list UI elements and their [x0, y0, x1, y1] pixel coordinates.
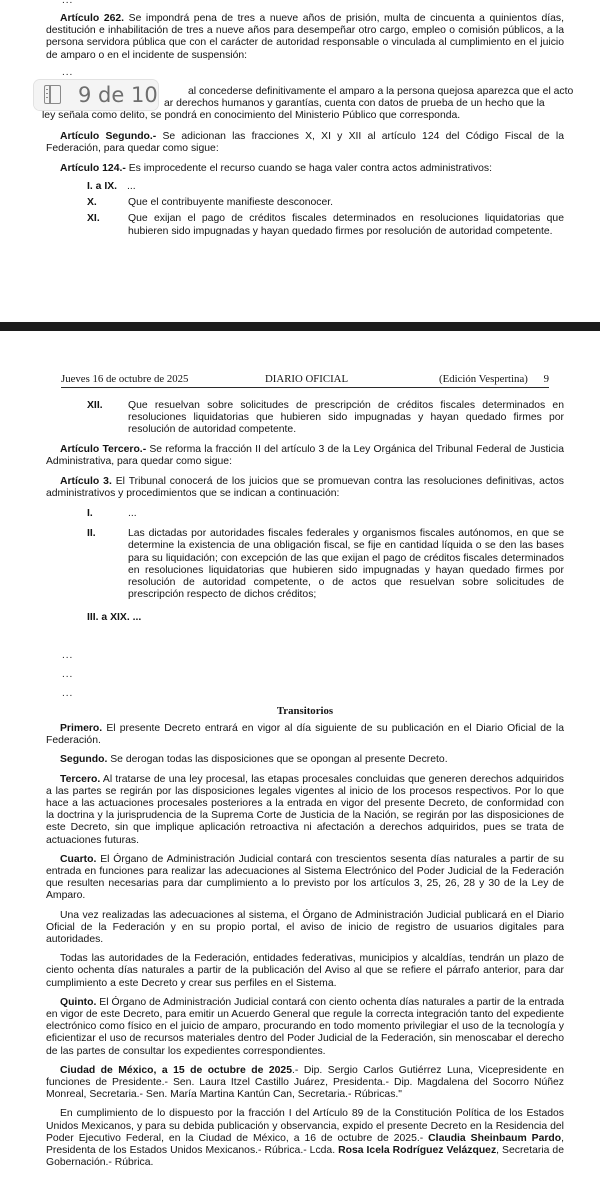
page-header [61, 373, 549, 387]
header-page-number: 9 [543, 373, 549, 385]
ellipsis-top: ... [62, 0, 74, 6]
item-xii: XII. Que resuelvan sobre solicitudes de prescripción de créditos fiscales determinados en resoluciones liquidatorias que hubieren sido impugnadas y hayan quedado firmes por resolución de autoridad competente. [87, 400, 564, 436]
transitorio-primero: Primero. El presente Decreto entrará en vigor al día siguiente de su publicación en el Diario Oficial de la Federación. [46, 723, 564, 747]
page-separator [0, 322, 600, 331]
article-segundo-text: Se adicionan las fracciones X, XI y XII al artículo 124 del Código Fiscal de la Federación, para quedar como sigue: [46, 131, 564, 155]
header-edition: (Edición Vespertina) [439, 373, 528, 385]
header-date: Jueves 16 de octubre de 2025 [61, 373, 189, 385]
transitorios-title: Transitorios [276, 705, 334, 717]
ellipsis: ... [62, 669, 74, 680]
list-item: I. ... [87, 508, 137, 519]
page-indicator[interactable] [34, 80, 158, 110]
article-262-heading: Artículo 262. [60, 13, 125, 24]
promulgation-block: En cumplimiento de lo dispuesto por la fracción I del Artículo 89 de la Constitución Política de los Estados Unidos Mexicanos, y para su debida publicación y observancia, expido el presente Decreto en la Residencia del Poder Ejecutivo Federal, en la Ciudad de México, a 16 de octubre de 2025.- Claudia Sheinbaum Pardo, Presidenta de los Estados Unidos Mexicanos.- Rúbrica.- Lcda. Rosa Icela Rodríguez Velázquez, Secretaria de Gobernación.- Rúbrica. [46, 1108, 564, 1169]
article-3-item-iii: III. a XIX. ... [87, 612, 142, 623]
article-124-heading: Artículo 124.- [60, 163, 126, 174]
article-3-text: El Tribunal conocerá de los juicios que se promuevan contra las resoluciones definitivas, actos administrativos y procedimientos que se indican a continuación: [46, 476, 565, 500]
list-item: X. Que el contribuyente manifieste desconocer. [87, 197, 334, 209]
article-tercero-text: Se reforma la fracción II del artículo 3 de la Ley Orgánica del Tribunal Federal de Justicia Administrativa, para quedar como sigue: [46, 444, 564, 468]
article-segundo-heading: Artículo Segundo.- [60, 131, 157, 142]
transitorio-tercero: Tercero. Al tratarse de una ley procesal, las etapas procesales concluidas que generen derechos adquiridos a las partes se regirán por las disposiciones legales vigentes al inicio de los procesos respectivos. Por lo que hace a las actuaciones procesales posteriores a la entrada en vigor del presente Decreto, de conformidad con la doctrina y la jurisprudencia de la Suprema Corte de Justicia de la Nación, se regirán por las disposiciones de este Decreto, sin que implique aplicación retroactiva ni afectación a derechos adquiridos, pues se trata de actuaciones futuras. [46, 773, 564, 846]
article-tercero [46, 444, 564, 468]
article-tercero-heading: Artículo Tercero.- [60, 444, 147, 455]
article-124 [46, 163, 564, 175]
fragment-line-1: al concederse definitivamente el amparo a la persona quejosa aparezca que el acto [188, 86, 574, 97]
signatory-president: Claudia Sheinbaum Pardo [428, 1132, 562, 1144]
article-segundo [46, 131, 564, 155]
list-item: XI. Que exijan el pago de créditos fiscales determinados en resoluciones liquidatorias que hubieren sido impugnadas y hayan quedado firmes por resolución de autoridad competente. [87, 213, 564, 237]
transitorios-list [46, 723, 564, 1170]
ellipsis: ... [62, 650, 74, 661]
page-9 [0, 331, 600, 1200]
previous-page-fragment [0, 0, 600, 322]
article-3 [46, 476, 564, 500]
fragment-line-3: ley señala como delito, se pondrá en conocimiento del Ministerio Público que corresponda. [42, 110, 461, 122]
list-item: II. Las dictadas por autoridades fiscales federales y organismos fiscales autónomos, en que se determine la existencia de una obligación fiscal, se fije en cantidad líquida o se den las bases para su liquidación; con excepción de las que exijan el pago de créditos fiscales determinados en resoluciones liquidatorias que hubieren sido impugnadas y hayan quedado firmes por resolución de autoridad competente, o de actos que resuelvan sobre solicitudes de prescripción respecto de dichos créditos; [87, 528, 564, 601]
page-indicator-label: 9 de 10 [78, 83, 158, 107]
transitorio-cuarto-paragraph-3: Todas las autoridades de la Federación, entidades federativas, municipios y alcaldías, tendrán un plazo de ciento ochenta días naturales a partir de la publicación del Aviso al que se refiere el párrafo anterior, para dar cumplimiento a este Decreto y crear sus perfiles en el Sistema. [46, 953, 564, 989]
transitorio-cuarto: Cuarto. El Órgano de Administración Judicial contará con trescientos sesenta días naturales a partir de su entrada en funciones para realizar las adecuaciones al Sistema Electrónico del Poder Judicial de la Federación que resulten necesarias para dar cumplimiento a lo previsto por los artículos 3, 25, 26, 28 y 30 de la Ley de Amparo. [46, 853, 564, 902]
article-3-heading: Artículo 3. [60, 476, 112, 487]
article-3-items [87, 508, 564, 601]
signing-block: Ciudad de México, a 15 de octubre de 2025.- Dip. Sergio Carlos Gutiérrez Luna, Vicepresidente en funciones de Presidente.- Sen. Laura Itzel Castillo Juárez, Presidenta.- Dip. Magdalena del Socorro Núñez Monreal, Secretaria.- Sen. María Martina Kantún Can, Secretaria.- Rúbricas." [46, 1064, 564, 1101]
transitorio-quinto: Quinto. El Órgano de Administración Judicial contará con ciento ochenta días naturales a partir de la entrada en vigor de este Decreto, para emitir un Acuerdo General que regule la correcta integración tanto del expediente electrónico como físico en el juicio de amparo, procurando en todo momento privilegiar el uso de la tecnología y eficientizar el uso de recursos materiales dentro del Poder Judicial de la Federación, sin menoscabar el derecho de las partes de consultar los expedientes correspondientes. [46, 996, 564, 1057]
article-262 [46, 13, 564, 62]
transitorio-segundo: Segundo. Se derogan todas las disposiciones que se opongan al presente Decreto. [60, 754, 448, 766]
header-journal: DIARIO OFICIAL [265, 373, 349, 385]
article-124-items [87, 181, 564, 238]
signatory-secretary: Rosa Icela Rodríguez Velázquez [338, 1145, 497, 1157]
header-rule [61, 387, 549, 388]
article-262-text: Se impondrá pena de tres a nueve años de prisión, multa de cincuenta a quinientos días, destitución e inhabilitación de tres a nueve años para desempeñar otro cargo, empleo o comisión públicos, a la persona servidora pública que con el carácter de autoridad responsable o vinculada al cumplimiento en el juicio de amparo o en el incidente de suspensión: [46, 13, 564, 61]
document-pages-icon [44, 85, 61, 104]
ellipsis-article-262: ... [62, 67, 74, 78]
list-item: I. a IX. ... [87, 181, 136, 192]
article-124-text: Es improcedente el recurso cuando se haga valer contra actos administrativos: [125, 163, 492, 174]
ellipsis: ... [62, 688, 74, 699]
transitorio-cuarto-paragraph-2: Una vez realizadas las adecuaciones al sistema, el Órgano de Administración Judicial publicará en el Diario Oficial de la Federación y en su propio portal, el aviso de inicio de registro de usuarios digitales para autoridades. [46, 909, 564, 946]
fragment-line-2: ar derechos humanos y garantías, cuenta con datos de prueba de un hecho que la [164, 98, 545, 110]
